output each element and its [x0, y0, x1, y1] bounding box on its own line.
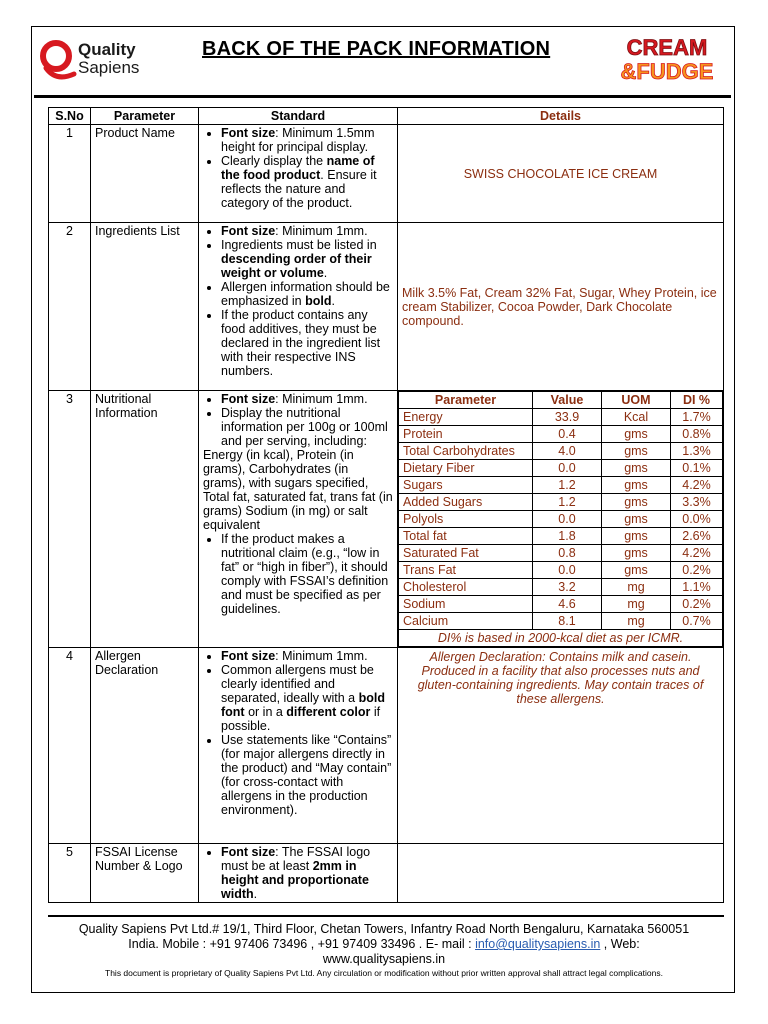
row-parameter: Nutritional Information	[91, 391, 199, 648]
nutrient-name: Cholesterol	[399, 579, 533, 596]
row-standard	[199, 648, 398, 844]
row-sno: 4	[49, 648, 91, 844]
row-sno: 2	[49, 223, 91, 391]
nutrient-uom: mg	[602, 579, 671, 596]
nutrient-di: 4.2%	[671, 545, 723, 562]
nutrient-di: 1.1%	[671, 579, 723, 596]
table-row	[49, 125, 724, 223]
quality-sapiens-logo	[38, 38, 158, 82]
nutrition-row	[399, 443, 723, 460]
row-parameter: FSSAI License Number & Logo	[91, 844, 199, 903]
nutrient-value: 8.1	[533, 613, 602, 630]
standard-item: • Font size: Minimum 1.5mm height for principal display.	[221, 126, 393, 154]
nutrition-row	[399, 613, 723, 630]
table-row	[49, 223, 724, 391]
row-details: Milk 3.5% Fat, Cream 32% Fat, Sugar, Whey Protein, ice cream Stabilizer, Cocoa Powder, Dark Chocolate compound.	[398, 223, 724, 391]
standard-item: • If the product contains any food additives, they must be declared in the ingredient list with their respective INS numbers.	[221, 308, 393, 378]
nutrient-uom: gms	[602, 460, 671, 477]
nutrient-name: Sodium	[399, 596, 533, 613]
nutrient-di: 2.6%	[671, 528, 723, 545]
nutrient-value: 0.4	[533, 426, 602, 443]
nutrition-row	[399, 426, 723, 443]
table-header-row	[49, 108, 724, 125]
nutrition-row	[399, 528, 723, 545]
brand-logo-line2: &FUDGE	[620, 59, 714, 82]
nutrition-row	[399, 545, 723, 562]
standard-item: • Allergen information should be emphasized in bold.	[221, 280, 393, 308]
nutrient-value: 1.2	[533, 494, 602, 511]
nutrient-value: 1.8	[533, 528, 602, 545]
nutrient-uom: mg	[602, 596, 671, 613]
footer-address: Quality Sapiens Pvt Ltd.# 19/1, Third Floor, Chetan Towers, Infantry Road North Bengaluru, Karnataka 560051	[78, 922, 690, 936]
nutrient-uom: gms	[602, 545, 671, 562]
footer-divider	[48, 915, 724, 917]
standard-item: • If the product makes a nutritional claim (e.g., “low in fat” or “high in fiber”), it should comply with FSSAI’s definition and must be specified as per guidelines.	[221, 532, 393, 616]
standard-item: • Common allergens must be clearly identified and separated, ideally with a bold font or in a different color if possible.	[221, 663, 393, 733]
nutrition-row	[399, 477, 723, 494]
row-details: Allergen Declaration: Contains milk and casein. Produced in a facility that also processes nuts and gluten-containing ingredients. May contain traces of these allergens.	[398, 648, 724, 844]
row-sno: 1	[49, 125, 91, 223]
footer-disclaimer: This document is proprietary of Quality Sapiens Pvt Ltd. Any circulation or modification without prior written approval shall attract legal complications.	[105, 968, 663, 978]
nutrient-uom: Kcal	[602, 409, 671, 426]
footer	[40, 922, 728, 979]
nutrient-di: 0.2%	[671, 596, 723, 613]
table-row	[49, 391, 724, 648]
standard-item: • Display the nutritional information per 100g or 100ml and per serving, including:	[221, 406, 393, 448]
nutrient-name: Total Carbohydrates	[399, 443, 533, 460]
header-parameter: Parameter	[91, 108, 199, 125]
nutrient-uom: gms	[602, 511, 671, 528]
nutrient-di: 1.7%	[671, 409, 723, 426]
row-parameter: Allergen Declaration	[91, 648, 199, 844]
nutrient-uom: mg	[602, 613, 671, 630]
nutrient-name: Energy	[399, 409, 533, 426]
nutrient-name: Total fat	[399, 528, 533, 545]
nutrient-name: Saturated Fat	[399, 545, 533, 562]
nutrient-uom: gms	[602, 562, 671, 579]
nutrient-name: Trans Fat	[399, 562, 533, 579]
nutrient-di: 3.3%	[671, 494, 723, 511]
nutrient-di: 0.2%	[671, 562, 723, 579]
nutrient-uom: gms	[602, 443, 671, 460]
nutrition-row	[399, 460, 723, 477]
nutrient-value: 33.9	[533, 409, 602, 426]
nutrient-di: 0.8%	[671, 426, 723, 443]
nutrient-value: 0.8	[533, 545, 602, 562]
nutrient-value: 3.2	[533, 579, 602, 596]
table-row	[49, 648, 724, 844]
page-title: BACK OF THE PACK INFORMATION	[202, 38, 551, 60]
footer-web: www.qualitysapiens.in	[322, 952, 446, 966]
nutrient-di: 4.2%	[671, 477, 723, 494]
standard-item: • Use statements like “Contains” (for major allergens directly in the product) and “May contain” (for cross-contact with allergens in the production environment).	[221, 733, 393, 817]
nutrient-di: 0.1%	[671, 460, 723, 477]
nutrition-header: Value	[533, 392, 602, 409]
table-row	[49, 844, 724, 903]
nutrition-row	[399, 511, 723, 528]
header-sno: S.No	[49, 108, 91, 125]
logo-name-2: Sapiens	[78, 58, 140, 77]
nutrition-header-row	[399, 392, 723, 409]
nutrient-value: 0.0	[533, 511, 602, 528]
nutrition-row	[399, 596, 723, 613]
nutrition-row	[399, 494, 723, 511]
standard-item: • Font size: The FSSAI logo must be at least 2mm in height and proportionate width.	[221, 845, 393, 901]
email-link[interactable]: info@qualitysapiens.in	[475, 937, 601, 951]
q-logo-icon	[38, 38, 78, 82]
nutrient-name: Protein	[399, 426, 533, 443]
nutrition-cell	[398, 391, 724, 648]
row-details: SWISS CHOCOLATE ICE CREAM	[398, 125, 724, 223]
nutrient-uom: gms	[602, 528, 671, 545]
standard-item: • Font size: Minimum 1mm.	[221, 392, 393, 406]
nutrient-value: 1.2	[533, 477, 602, 494]
nutrition-row	[399, 562, 723, 579]
row-standard	[199, 844, 398, 903]
nutrition-table	[398, 391, 723, 647]
nutrition-note-row	[399, 630, 723, 647]
row-sno: 5	[49, 844, 91, 903]
standard-item: • Ingredients must be listed in descending order of their weight or volume.	[221, 238, 393, 280]
row-parameter: Product Name	[91, 125, 199, 223]
bop-info-table	[48, 107, 724, 903]
footer-contact: India. Mobile : +91 97406 73496 , +91 97409 33496 . E- mail : info@qualitysapiens.in , Web:	[128, 937, 640, 951]
nutrient-value: 4.6	[533, 596, 602, 613]
header-details: Details	[398, 108, 724, 125]
nutrient-di: 0.0%	[671, 511, 723, 528]
nutrient-name: Sugars	[399, 477, 533, 494]
nutrient-uom: gms	[602, 494, 671, 511]
nutrient-uom: gms	[602, 477, 671, 494]
nutrient-uom: gms	[602, 426, 671, 443]
nutrition-row	[399, 579, 723, 596]
nutrient-name: Calcium	[399, 613, 533, 630]
nutrition-row	[399, 409, 723, 426]
nutrition-header: Parameter	[399, 392, 533, 409]
nutrient-name: Dietary Fiber	[399, 460, 533, 477]
nutrient-di: 0.7%	[671, 613, 723, 630]
nutrient-name: Added Sugars	[399, 494, 533, 511]
nutrition-header: UOM	[602, 392, 671, 409]
nutrition-note: DI% is based in 2000-kcal diet as per ICMR.	[399, 630, 723, 647]
row-details	[398, 844, 724, 903]
nutrition-header: DI %	[671, 392, 723, 409]
standard-item: • Font size: Minimum 1mm.	[221, 649, 393, 663]
nutrient-name: Polyols	[399, 511, 533, 528]
row-standard	[199, 391, 398, 648]
nutrient-value: 4.0	[533, 443, 602, 460]
nutrient-value: 0.0	[533, 460, 602, 477]
brand-logo-line1: CREAM	[626, 35, 708, 60]
cream-fudge-logo	[612, 34, 722, 82]
row-standard	[199, 125, 398, 223]
standard-item: • Font size: Minimum 1mm.	[221, 224, 393, 238]
row-sno: 3	[49, 391, 91, 648]
nutrient-value: 0.0	[533, 562, 602, 579]
logo-name: Quality	[78, 40, 136, 59]
header-standard: Standard	[199, 108, 398, 125]
standard-item: • Clearly display the name of the food product. Ensure it reflects the nature and category of the product.	[221, 154, 393, 210]
header-divider	[34, 95, 731, 98]
row-standard	[199, 223, 398, 391]
nutrient-di: 1.3%	[671, 443, 723, 460]
row-parameter: Ingredients List	[91, 223, 199, 391]
standard-plain-text: Energy (in kcal), Protein (in grams), Carbohydrates (in grams), with sugars specified, Total fat, saturated fat, trans fat (in grams) Sodium (in mg) or salt equivalent	[203, 448, 393, 532]
